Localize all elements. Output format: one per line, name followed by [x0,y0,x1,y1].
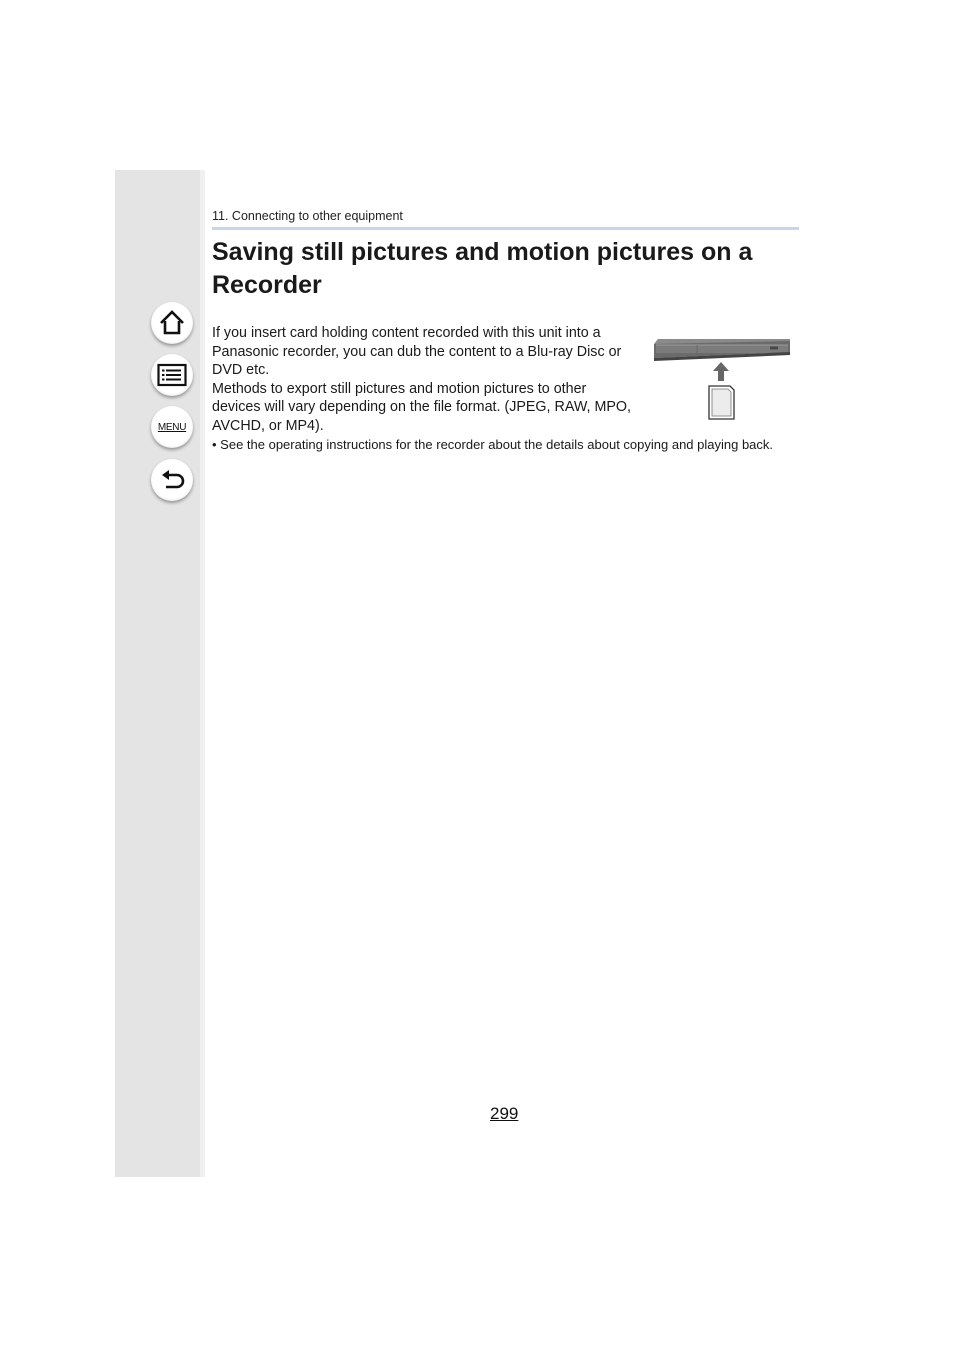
header-rule [212,227,799,230]
paragraph-intro: If you insert card holding content recorded with this unit into a Panasonic recorder, you can dub the content to a Blu-ray Disc or DVD etc. [212,325,622,379]
home-icon [158,309,186,337]
up-arrow-icon [713,362,729,381]
sidebar-edge [200,170,205,1177]
recorder-illustration [650,334,795,424]
menu-icon: MENU [157,421,187,433]
home-button[interactable] [151,302,193,344]
contents-list-icon [157,363,187,387]
page-number[interactable]: 299 [490,1104,519,1123]
menu-button[interactable] [151,406,193,448]
sd-card-icon [709,386,734,419]
page-title: Saving still pictures and motion pictures on a Recorder [212,238,753,299]
back-arrow-icon [158,466,186,494]
breadcrumb: 11. Connecting to other equipment [212,209,403,223]
note-item: • See the operating instructions for the recorder about the details about copying and playing back. [212,437,774,452]
contents-button[interactable] [151,354,193,396]
body-text [212,324,637,436]
recorder-icon [654,339,790,361]
back-button[interactable] [151,459,193,501]
paragraph-export-methods: Methods to export still pictures and motion pictures to other devices will vary depending on the file format. (JPEG, RAW, MPO, AVCHD, or MP4). [212,380,632,434]
